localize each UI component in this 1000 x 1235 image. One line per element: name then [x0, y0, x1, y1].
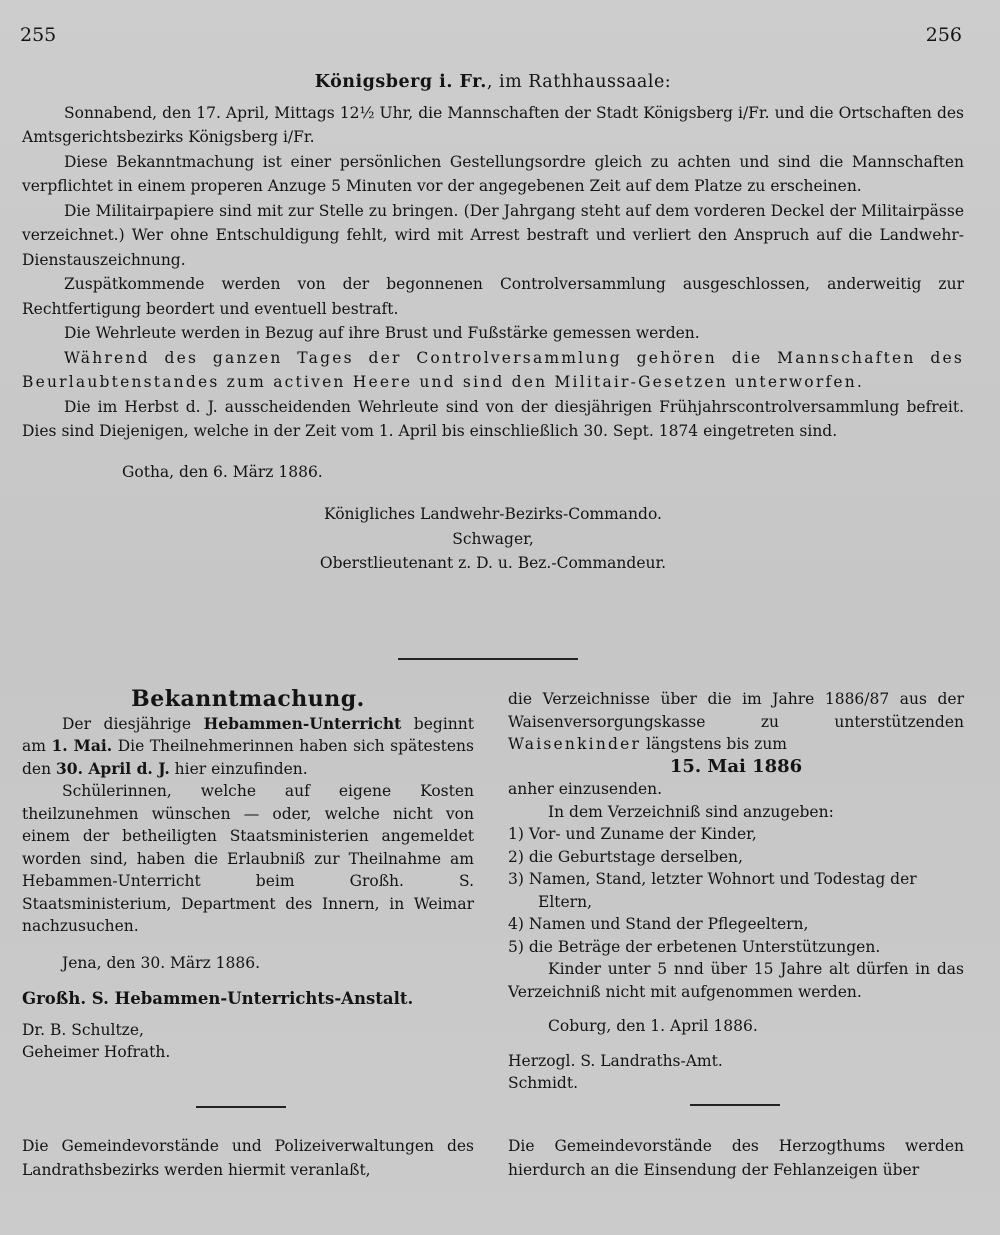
page-number-left: 255 — [20, 24, 57, 46]
list-item: 4) Namen und Stand der Pflegeeltern, — [508, 915, 809, 933]
list-item: 3) Namen, Stand, letzter Wohnort und Todestag der Eltern, — [508, 870, 917, 911]
left-date: Jena, den 30. März 1886. — [62, 953, 261, 972]
right-deadline: 15. Mai 1886 — [669, 755, 803, 777]
right-list — [508, 823, 964, 958]
right-paragraph-1: die Verzeichnisse über die im Jahre 1886/87 aus der Waisenversorgungskasse zu unterstützenden Waisenkinder längstens bis zum — [508, 690, 964, 753]
paragraph-4: Zuspätkommende werden von der begonnenen Controlversammlung ausgeschlossen, anderweitig zur Rechtfertigung beordert und eventuell bestraft. — [22, 275, 964, 318]
paragraph-1: Sonnabend, den 17. April, Mittags 12½ Uhr, die Mannschaften der Stadt Königsberg i/Fr. und die Ortschaften des Amtsgerichtsbezirks Königsberg i/Fr. — [22, 103, 964, 146]
right-date: Coburg, den 1. April 1886. — [548, 1017, 758, 1035]
list-item: 2) die Geburtstage derselben, — [508, 847, 743, 866]
right-paragraph-2: anher einzusenden. — [508, 780, 663, 798]
heading-location: , im Rathhaussaale: — [486, 72, 672, 92]
left-divider — [196, 1106, 286, 1108]
section-divider — [398, 658, 578, 660]
left-paragraph-2: Schülerinnen, welche auf eigene Kosten theilzunehmen wünschen — oder, welche nicht von einem der betheiligten Staatsministerien angemeldet worden sind, haben die Erlaubniß zur Theilnahme am Hebammen-Unterricht beim Großh. S. Staatsministerium, Department des Innern, in Weimar nachzusuchen. — [22, 782, 474, 935]
paragraph-7: Die im Herbst d. J. ausscheidenden Wehrleute sind von der diesjährigen Frühjahrscontrolversammlung befreit. Dies sind Diejenigen, welche in der Zeit vom 1. April bis einschließlich 30. Sept. 1874 eingetreten sind. — [22, 397, 964, 440]
right-paragraph-4: Kinder unter 5 nnd über 15 Jahre alt dürfen in das Verzeichniß nicht mit aufgenommen werden. — [508, 960, 964, 1001]
heading-place: Königsberg i. Fr. — [314, 72, 487, 92]
right-paragraph-3: In dem Verzeichniß sind anzugeben: — [548, 802, 834, 821]
left-signer: Dr. B. Schultze, — [22, 1020, 144, 1039]
paragraph-2: Diese Bekanntmachung ist einer persönlichen Gestellungsordre gleich zu achten und sind die Mannschaften verpflichtet in einem properen Anzuge 5 Minuten vor der angegebenen Zeit auf dem Platze zu erscheinen. — [22, 152, 964, 195]
left-institution: Großh. S. Hebammen-Unterrichts-Anstalt. — [22, 989, 414, 1008]
page-number-right: 256 — [925, 24, 962, 46]
right-signer: Schmidt. — [508, 1074, 579, 1092]
signature-name: Schwager, — [452, 529, 534, 548]
right-divider — [690, 1104, 780, 1106]
signature-title: Oberstlieutenant z. D. u. Bez.-Commandeur. — [319, 554, 667, 572]
left-paragraph-1: Der diesjährige Hebammen-Unterricht beginnt am 1. Mai. Die Theilnehmerinnen haben sich spätestens den 30. April d. J. hier einzufinden. — [22, 713, 474, 778]
signature-office: Königliches Landwehr-Bezirks-Commando. — [324, 505, 662, 523]
top-notice — [22, 70, 964, 576]
notice-heading — [22, 70, 964, 95]
list-item: 1) Vor- und Zuname der Kinder, — [508, 825, 757, 843]
right-office: Herzogl. S. Landraths-Amt. — [508, 1051, 723, 1070]
paragraph-6: Während des ganzen Tages der Controlversammlung gehören die Mannschaften des Beurlaubtenstandes zum activen Heere und sind den Militair-Gesetzen unterworfen. — [22, 348, 964, 391]
list-item: 5) die Beträge der erbetenen Unterstützungen. — [508, 937, 881, 956]
notice-date: Gotha, den 6. März 1886. — [122, 462, 323, 481]
left-title: Bekanntmachung. — [131, 686, 365, 712]
left-column — [22, 688, 474, 1064]
paragraph-5: Die Wehrleute werden in Bezug auf ihre Brust und Fußstärke gemessen werden. — [64, 324, 700, 342]
paragraph-3: Die Militairpapiere sind mit zur Stelle zu bringen. (Der Jahrgang steht auf dem vorderen Deckel der Militairpässe verzeichnet.) Wer ohne Entschuldigung fehlt, wird mit Arrest bestraft und verliert den Anspruch auf die Landwehr-Dienstauszeichnung. — [22, 201, 964, 269]
right-bottom-text: Die Gemeindevorstände des Herzogthums werden hierdurch an die Einsendung der Fehlanzeigen über — [508, 1137, 964, 1179]
left-signer-title: Geheimer Hofrath. — [22, 1043, 171, 1061]
right-column — [508, 688, 964, 1095]
left-bottom-text: Die Gemeindevorstände und Polizeiverwaltungen des Landrathsbezirks werden hiermit veranlaßt, — [22, 1137, 474, 1179]
